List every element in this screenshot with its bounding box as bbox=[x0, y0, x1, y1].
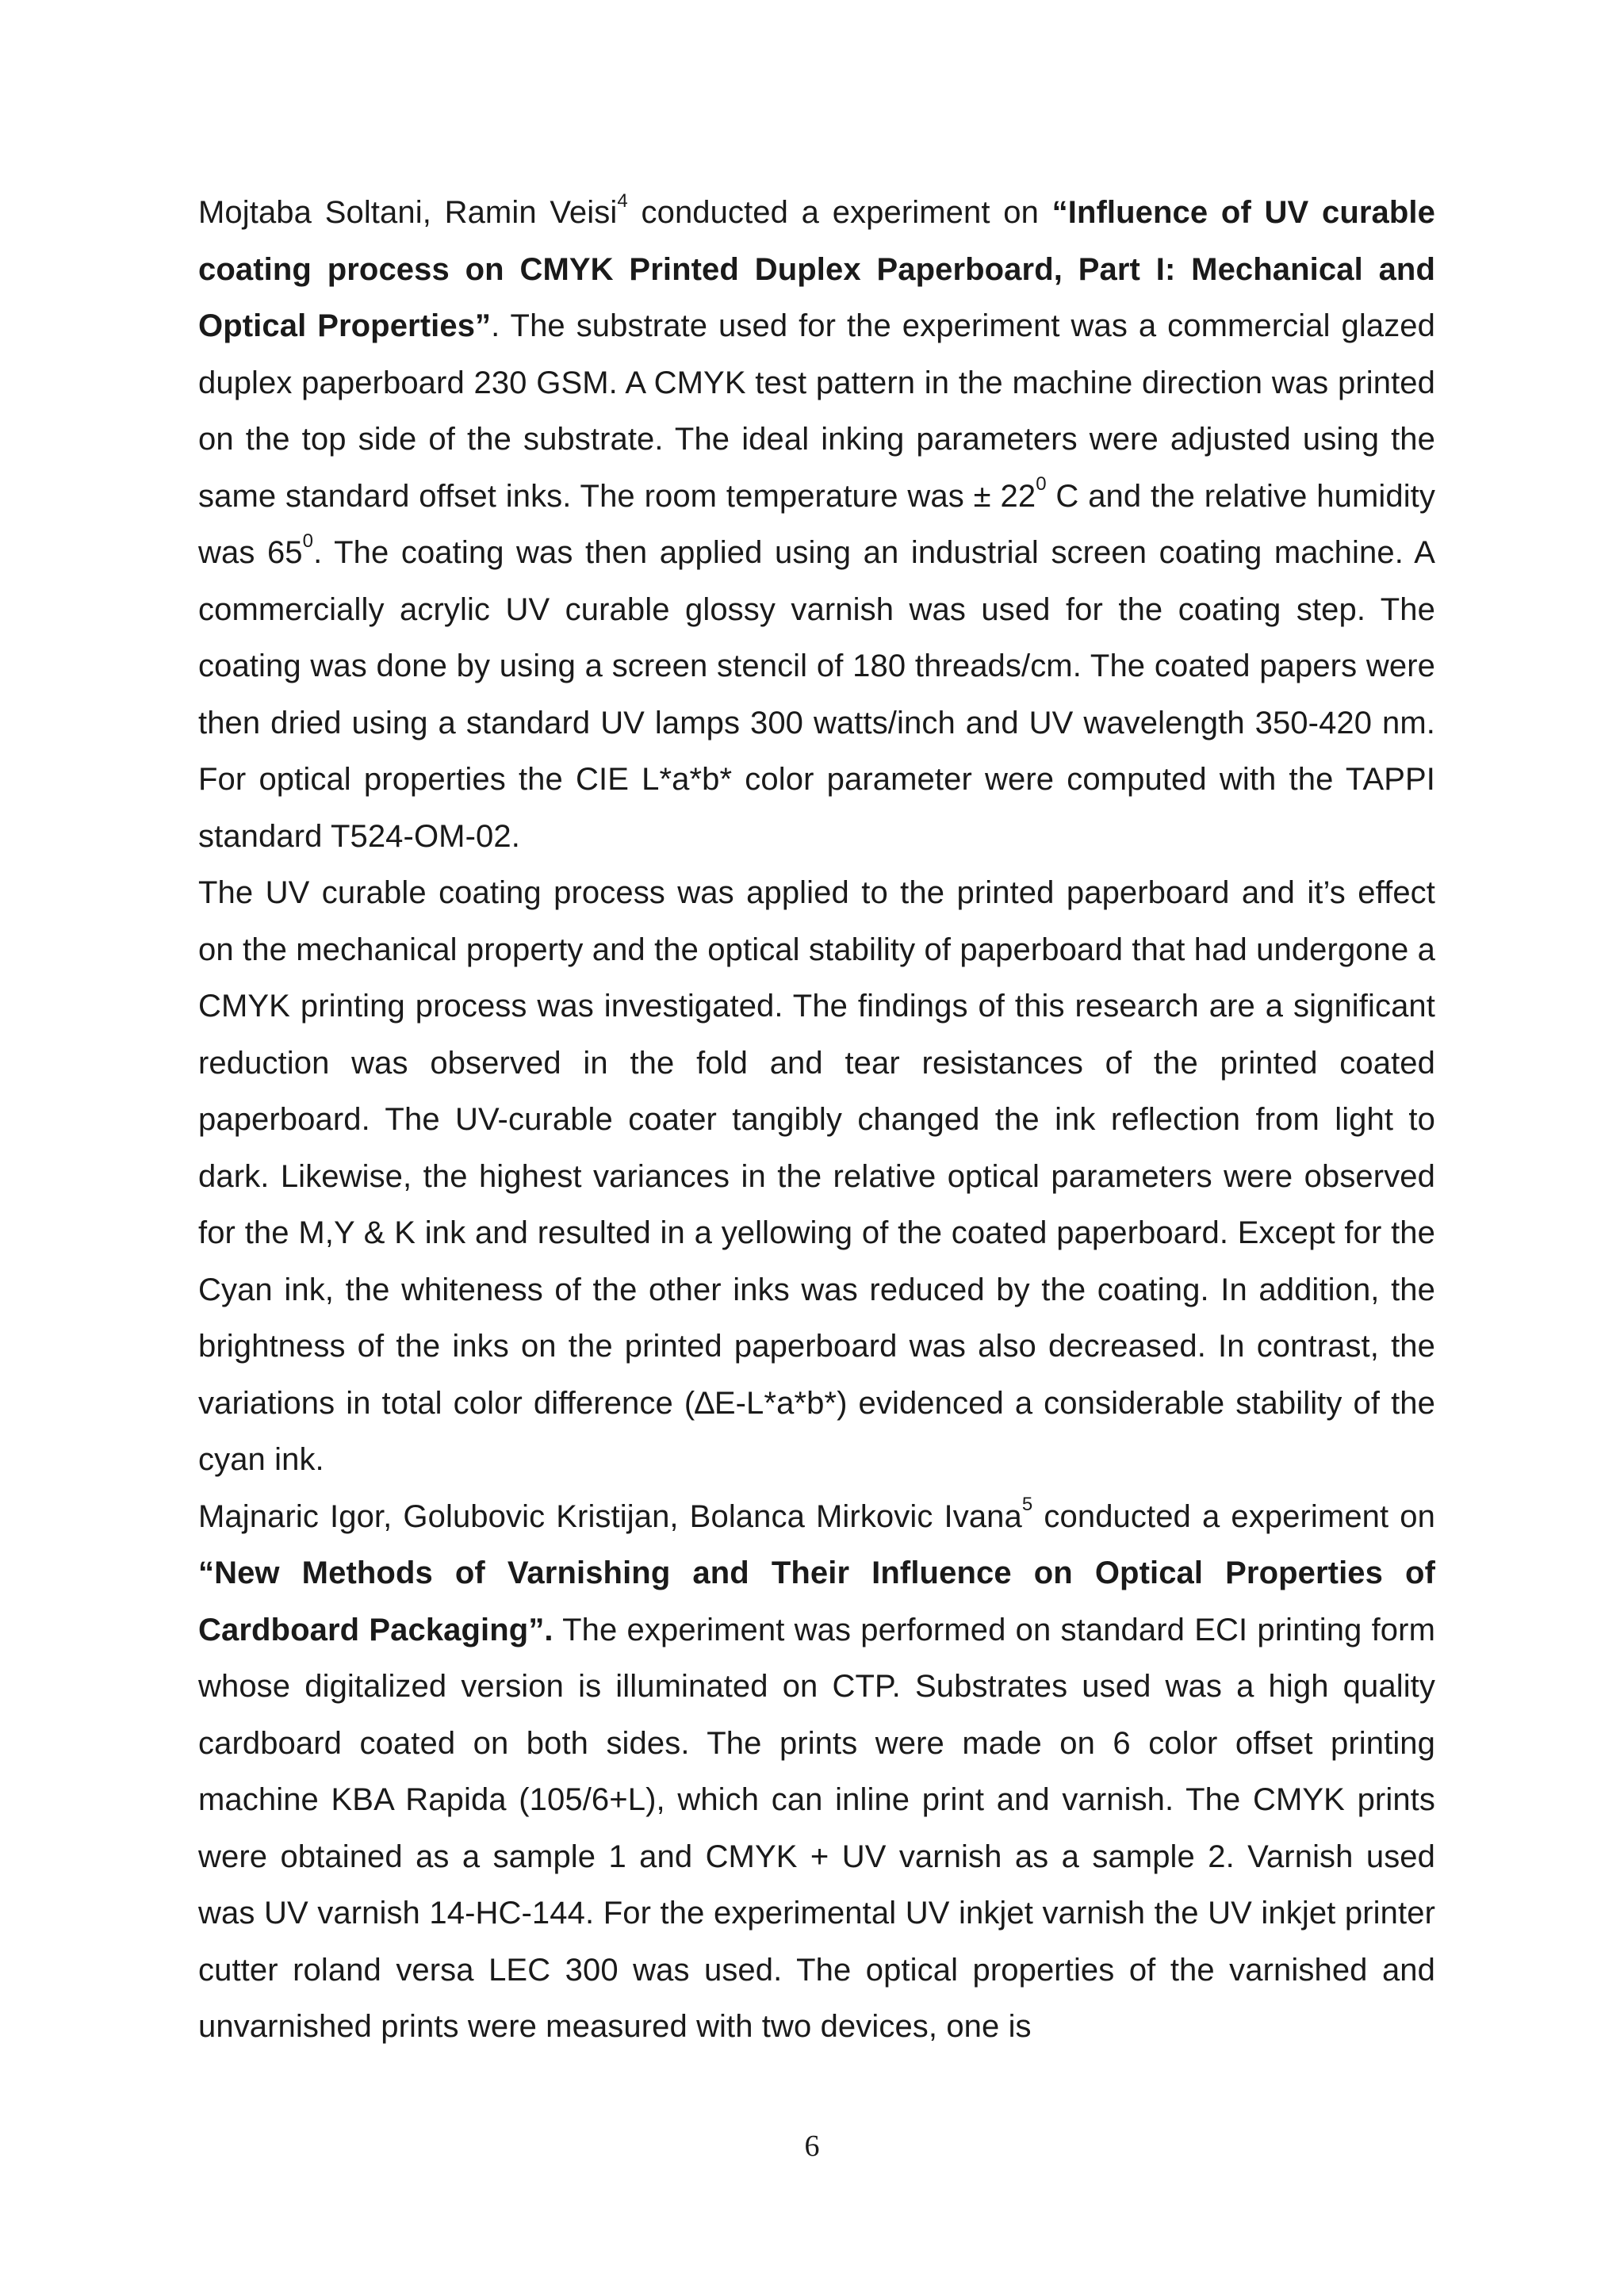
paragraph-findings: The UV curable coating process was applied to the printed paperboard and it’s effect on the mechanical property and the optical stability of paperboard that had undergone a CMYK printing process was investigated. The findings of this research are a significant reduction was observed in the fold and tear resistances of the printed coated paperboard. The UV-curable coater tangibly changed the ink reflection from light to dark. Likewise, the highest variances in the relative optical parameters were observed for the M,Y & K ink and resulted in a yellowing of the coated paperboard. Except for the Cyan ink, the whiteness of the other inks was reduced by the coating. In addition, the brightness of the inks on the printed paperboard was also decreased. In contrast, the variations in total color difference (∆E-L*a*b*) evidenced a considerable stability of the cyan ink. bbox=[198, 875, 1435, 1477]
degree-superscript: 0 bbox=[302, 530, 314, 552]
reference-superscript: 4 bbox=[617, 189, 628, 212]
paragraph-text: . The substrate used for the experiment was a commercial glazed duplex paperboard 230 GSM. A CMYK test pattern in the machine direction was printed on the top side of the substrate. The ideal inking parameters were adjusted using the same standard offset inks. The room temperature was ± 22 bbox=[198, 308, 1435, 514]
intro-text: conducted a experiment on bbox=[1032, 1498, 1435, 1534]
paragraph-text: The experiment was performed on standard ECI printing form whose digitalized version is illuminated on CTP. Substrates used was a high quality cardboard coated on both sides. The prints were made on 6 color offset printing machine KBA Rapida (105/6+L), which can inline print and varnish. The CMYK prints were obtained as a sample 1 and CMYK + UV varnish as a sample 2. Varnish used was UV varnish 14-HC-144. For the experimental UV inkjet varnish the UV inkjet printer cutter roland versa LEC 300 was used. The optical properties of the varnished and unvarnished prints were measured with two devices, one is bbox=[198, 1612, 1435, 2044]
paragraph-soltani-veisi bbox=[198, 185, 1435, 865]
paragraph-text: C and the relative humidity was 65 bbox=[198, 478, 1435, 570]
reference-superscript: 5 bbox=[1021, 1494, 1033, 1516]
body-text bbox=[198, 185, 1435, 2056]
paragraph-text: . The coating was then applied using an industrial screen coating machine. A commercially acrylic UV curable glossy varnish was used for the coating step. The coating was done by using a screen stencil of 180 threads/cm. The coated papers were then dried using a standard UV lamps 300 watts/inch and UV wavelength 350-420 nm. For optical properties the CIE L*a*b* color parameter were computed with the TAPPI standard T524-OM-02. bbox=[198, 535, 1436, 854]
intro-text: conducted a experiment on bbox=[627, 195, 1052, 230]
paragraph-majnaric bbox=[198, 1489, 1435, 2056]
degree-superscript: 0 bbox=[1036, 473, 1047, 496]
page-number: 6 bbox=[804, 2130, 820, 2163]
authors: Majnaric Igor, Golubovic Kristijan, Bolanca Mirkovic Ivana bbox=[198, 1498, 1022, 1534]
study-title: “Influence of UV curable coating process on CMYK Printed Duplex Paperboard, Part I: Mechanical and Optical Properties” bbox=[198, 195, 1435, 343]
study-title: “New Methods of Varnishing and Their Influence on Optical Properties of Cardboard Packaging”. bbox=[198, 1556, 1435, 1647]
authors: Mojtaba Soltani, Ramin Veisi bbox=[198, 195, 618, 230]
